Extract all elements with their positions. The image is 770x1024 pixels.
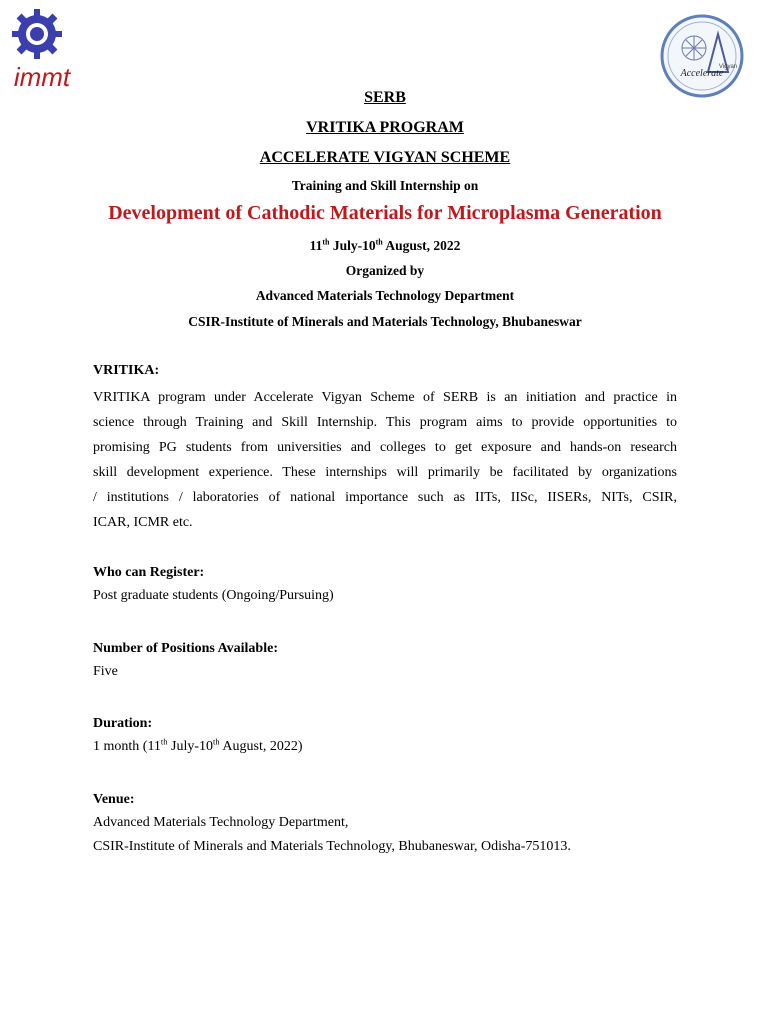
paragraph-line: ICAR, ICMR etc. [93, 515, 193, 530]
venue-section [93, 789, 677, 859]
paragraph-line: science through Training and Skill Internship. This program aims to provide opportunities to [93, 415, 677, 430]
vritika-section [93, 360, 677, 535]
section-label: Venue: [93, 792, 135, 807]
topic-title: Development of Cathodic Materials for Microplasma Generation [108, 202, 662, 224]
section-label: Number of Positions Available: [93, 641, 278, 656]
vigyan-logo-text: Vigyan [718, 64, 738, 70]
venue-line: CSIR-Institute of Minerals and Materials Technology, Bhubaneswar, Odisha-751013. [93, 839, 571, 854]
accelerate-vigyan-logo [656, 14, 752, 98]
section-value: Post graduate students (Ongoing/Pursuing) [93, 588, 334, 603]
event-dates: 11th July-10th August, 2022 [309, 237, 461, 253]
title-scheme: ACCELERATE VIGYAN SCHEME [259, 149, 511, 166]
chakra-icon [682, 36, 706, 60]
immt-logo-text: immt [13, 62, 71, 92]
section-label: VRITIKA: [93, 363, 160, 378]
accelerate-logo-text: Accelerate [680, 68, 724, 79]
title-program: VRITIKA PROGRAM [306, 119, 464, 136]
department-name: Advanced Materials Technology Department [255, 288, 515, 303]
title-serb: SERB [364, 89, 406, 106]
organized-by: Organized by [345, 263, 425, 278]
paragraph-line: skill development experience. These internships will primarily be facilitated by organizations [93, 465, 677, 480]
section-value: Five [93, 664, 118, 679]
positions-section [93, 638, 677, 684]
paragraph-line: / institutions / laboratories of national importance such as IITs, IISc, IISERs, NITs, CSIR, [93, 490, 677, 505]
section-value: 1 month (11th July-10th August, 2022) [93, 736, 303, 754]
section-label: Who can Register: [93, 565, 205, 580]
duration-section [93, 713, 677, 759]
institute-name: CSIR-Institute of Minerals and Materials Technology, Bhubaneswar [188, 314, 582, 329]
vritika-paragraph [93, 385, 677, 535]
register-section [93, 562, 677, 608]
gear-icon [12, 9, 62, 59]
paragraph-line: VRITIKA program under Accelerate Vigyan Scheme of SERB is an initiation and practice in [93, 390, 677, 405]
paragraph-line: promising PG students from universities and colleges to get exposure and hands-on research [93, 440, 677, 455]
training-line: Training and Skill Internship on [291, 178, 479, 193]
section-label: Duration: [93, 716, 153, 731]
immt-logo [4, 6, 80, 92]
venue-line: Advanced Materials Technology Department, [93, 815, 349, 830]
